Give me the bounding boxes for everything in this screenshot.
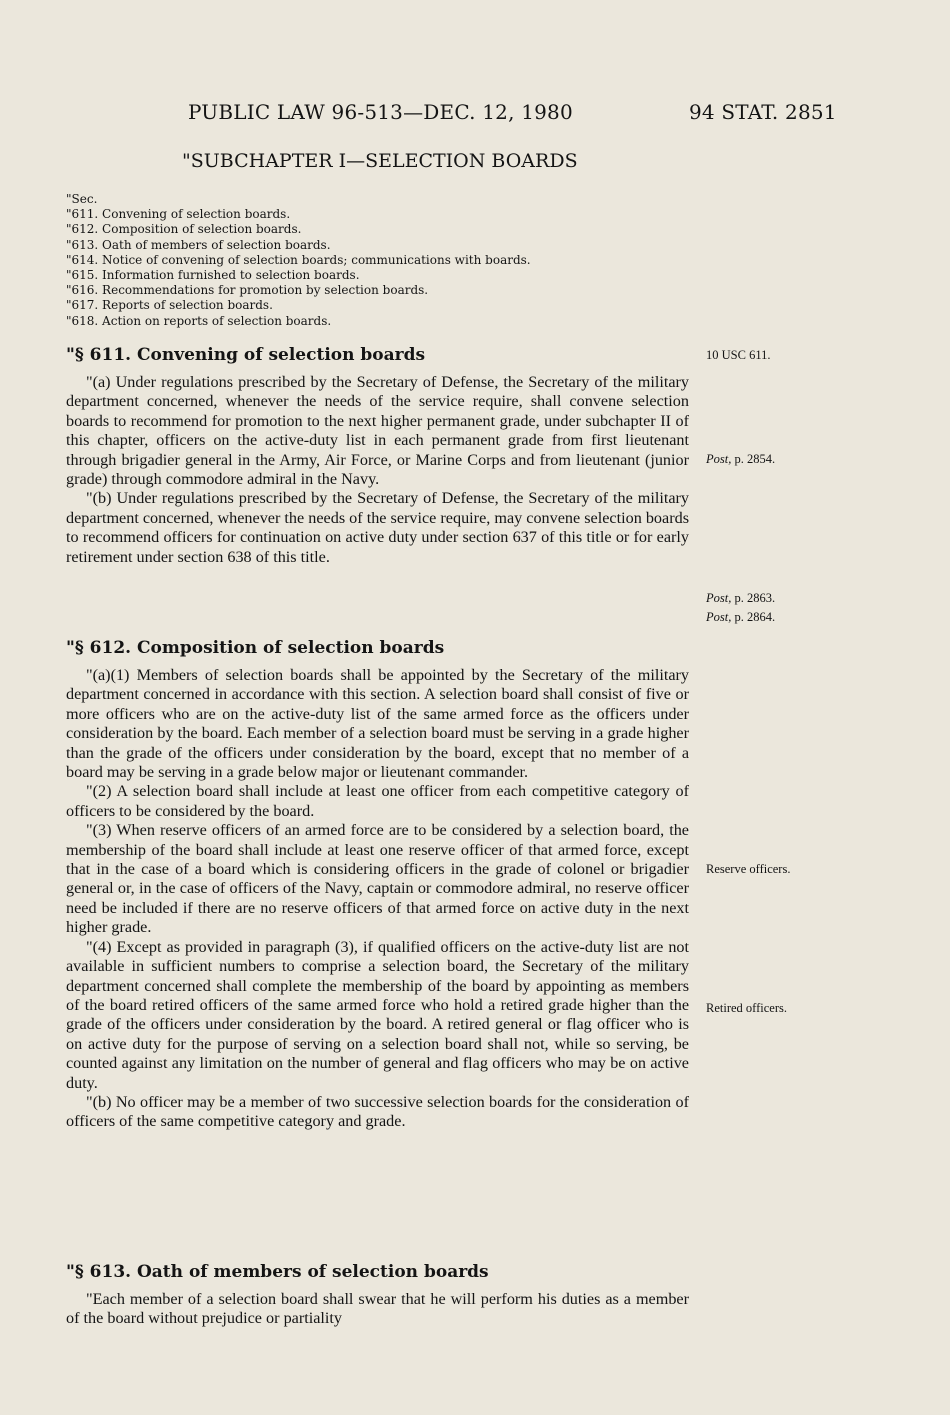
toc-item: "614. Notice of convening of selection boards; communications with boards. (66, 252, 531, 267)
section-613-body (66, 1290, 689, 1329)
section-612-a4: "(4) Except as provided in paragraph (3), if qualified officers on the active-duty list are not available in sufficient numbers to comprise a selection board, the Secretary of the military department concerned shall complete the membership of the board by appointing as members of the board retired officers of the same armed force who hold a retired grade higher than the grade of the officers under consideration by the board. A retired general or flag officer who is on active duty for the purpose of serving on a selection board shall not, while so serving, be counted against any limitation on the number of general and flag officers who may be on active duty. (66, 937, 689, 1092)
margin-note-post-2864 (706, 610, 775, 625)
section-613-text: "Each member of a selection board shall swear that he will perform his duties as a member of the board without prejudice or partiality (66, 1290, 689, 1328)
subchapter-title: "SUBCHAPTER I—SELECTION BOARDS (182, 150, 578, 172)
section-612-a3: "(3) When reserve officers of an armed force are to be considered by a selection board, the membership of the board shall include at least one reserve officer of that armed force, except that in the case of a board which is considering officers in the grade of colonel or brigadier general or, in the case of officers of the Navy, captain or commodore admiral, no reserve officer need be included if there are no reserve officers of that armed force on active duty in the next higher grade. (66, 821, 689, 937)
section-611-b: "(b) Under regulations prescribed by the Secretary of Defense, the Secretary of the military department concerned, whenever the needs of the service require, may convene selection boards to recommend officers for continuation on active duty under section 637 of this title or for early retirement under section 638 of this title. (66, 489, 689, 566)
section-612-a1: "(a)(1) Members of selection boards shall be appointed by the Secretary of the military department concerned in accordance with this section. A selection board shall consist of five or more officers who are on the active-duty list of the same armed force as the officers under consideration by the board. Each member of a selection board must be serving in a grade higher than the grade of the officers under consideration by the board, except that no member of a board may be serving in a grade below major or lieutenant commander. (66, 666, 689, 782)
section-611-body (66, 373, 689, 567)
margin-note-post-2854 (706, 452, 775, 467)
section-612-b: "(b) No officer may be a member of two successive selection boards for the consideration of officers of the same competitive category and grade. (66, 1092, 689, 1131)
section-612-body (66, 666, 689, 1132)
post-page: p. 2864. (731, 610, 776, 624)
post-italic: Post, (706, 452, 732, 466)
toc-item: "616. Recommendations for promotion by selection boards. (66, 283, 429, 298)
toc-item: "617. Reports of selection boards. (66, 298, 273, 313)
margin-note-reserve-officers: Reserve officers. (706, 862, 791, 876)
page-header-left: PUBLIC LAW 96-513—DEC. 12, 1980 (188, 100, 573, 124)
post-page: p. 2854. (731, 452, 776, 466)
section-611-heading: "§ 611. Convening of selection boards (66, 345, 426, 365)
toc-item: "613. Oath of members of selection boards. (66, 237, 331, 252)
section-612-heading: "§ 612. Composition of selection boards (66, 638, 445, 658)
toc-item: "Sec. (66, 192, 98, 206)
margin-note-post-2863 (706, 591, 775, 606)
section-611-a: "(a) Under regulations prescribed by the Secretary of Defense, the Secretary of the military department concerned, whenever the needs of the service require, shall convene selection boards to recommend for promotion to the next higher permanent grade, under subchapter II of this chapter, officers on the active-duty list in each permanent grade from first lieutenant through brigadier general in the Army, Air Force, or Marine Corps and from lieutenant (junior grade) through commodore admiral in the Navy. (66, 373, 689, 489)
page-header-right: 94 STAT. 2851 (689, 100, 837, 124)
post-italic: Post, (706, 591, 732, 605)
margin-note-retired-officers: Retired officers. (706, 1001, 787, 1015)
section-table-of-contents (66, 192, 531, 329)
toc-item: "618. Action on reports of selection boards. (66, 313, 332, 328)
bleed-through-text (540, 158, 860, 176)
margin-note-usc: 10 USC 611. (706, 348, 771, 362)
post-italic: Post, (706, 610, 732, 624)
section-612-a2: "(2) A selection board shall include at least one officer from each competitive category of officers to be considered by the board. (66, 782, 689, 820)
section-613-heading: "§ 613. Oath of members of selection boards (66, 1262, 489, 1282)
toc-item: "615. Information furnished to selection boards. (66, 268, 360, 283)
toc-item: "611. Convening of selection boards. (66, 207, 291, 222)
post-page: p. 2863. (731, 591, 776, 605)
toc-item: "612. Composition of selection boards. (66, 222, 302, 237)
